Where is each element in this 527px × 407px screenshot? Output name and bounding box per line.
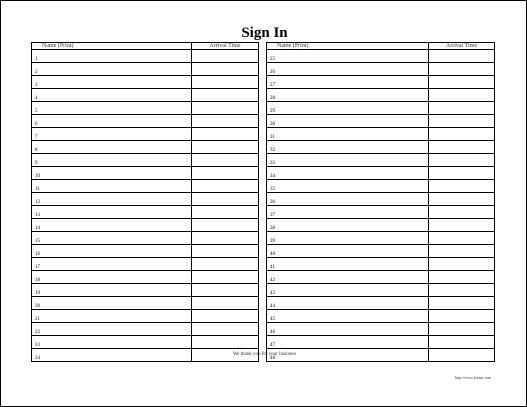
- row-number: 47: [270, 343, 275, 348]
- time-cell[interactable]: [192, 154, 259, 167]
- table-row: [32, 154, 259, 167]
- time-cell[interactable]: [192, 193, 259, 206]
- table-row: [267, 50, 495, 63]
- row-number: 17: [35, 265, 40, 270]
- time-cell[interactable]: [192, 323, 259, 336]
- name-cell[interactable]: [32, 180, 192, 193]
- table-row: [32, 141, 259, 154]
- row-number: 7: [35, 135, 38, 140]
- table-row: [32, 258, 259, 271]
- time-cell[interactable]: [429, 336, 495, 349]
- table-row: [267, 323, 495, 336]
- row-number: 31: [270, 135, 275, 140]
- time-cell[interactable]: [429, 50, 495, 63]
- name-cell[interactable]: [32, 167, 192, 180]
- time-cell[interactable]: [192, 310, 259, 323]
- time-cell[interactable]: [429, 128, 495, 141]
- table-row: [267, 258, 495, 271]
- table-body-right: [267, 50, 495, 362]
- table-row: [32, 323, 259, 336]
- name-cell[interactable]: [32, 219, 192, 232]
- row-number: 43: [270, 291, 275, 296]
- row-number: 15: [35, 239, 40, 244]
- table-row: [32, 76, 259, 89]
- time-cell[interactable]: [429, 271, 495, 284]
- row-number: 19: [35, 291, 40, 296]
- row-number: 37: [270, 213, 275, 218]
- table-row: [32, 284, 259, 297]
- row-number: 28: [270, 96, 275, 101]
- row-number: 30: [270, 122, 275, 127]
- table-row: [267, 336, 495, 349]
- row-number: 21: [35, 317, 40, 322]
- row-number: 46: [270, 330, 275, 335]
- table-row: [32, 115, 259, 128]
- name-column-header: Name (Print): [267, 43, 429, 50]
- name-cell[interactable]: [32, 193, 192, 206]
- row-number: 44: [270, 304, 275, 309]
- row-number: 13: [35, 213, 40, 218]
- row-number: 27: [270, 83, 275, 88]
- time-cell[interactable]: [192, 271, 259, 284]
- table-row: [32, 89, 259, 102]
- table-row: [267, 167, 495, 180]
- name-cell[interactable]: [32, 245, 192, 258]
- name-cell[interactable]: [267, 180, 429, 193]
- time-cell[interactable]: [429, 206, 495, 219]
- name-cell[interactable]: [32, 102, 192, 115]
- name-cell[interactable]: [32, 63, 192, 76]
- name-cell[interactable]: [32, 284, 192, 297]
- name-cell[interactable]: [267, 206, 429, 219]
- name-cell[interactable]: [32, 141, 192, 154]
- row-number: 3: [35, 83, 38, 88]
- row-number: 4: [35, 96, 38, 101]
- row-number: 40: [270, 252, 275, 257]
- name-cell[interactable]: [267, 258, 429, 271]
- row-number: 34: [270, 174, 275, 179]
- table-row: [267, 297, 495, 310]
- row-number: 38: [270, 226, 275, 231]
- table-row: [267, 76, 495, 89]
- name-cell[interactable]: [267, 310, 429, 323]
- table-row: [267, 219, 495, 232]
- name-cell[interactable]: [267, 102, 429, 115]
- table-row: [32, 206, 259, 219]
- table-row: [267, 141, 495, 154]
- table-row: [267, 128, 495, 141]
- name-cell[interactable]: [267, 323, 429, 336]
- row-number: 35: [270, 187, 275, 192]
- table-row: [32, 297, 259, 310]
- name-cell[interactable]: [267, 167, 429, 180]
- name-cell[interactable]: [267, 336, 429, 349]
- name-cell[interactable]: [32, 310, 192, 323]
- row-number: 12: [35, 200, 40, 205]
- row-number: 48: [270, 356, 275, 361]
- row-number: 25: [270, 57, 275, 62]
- row-number: 10: [35, 174, 40, 179]
- time-cell[interactable]: [429, 323, 495, 336]
- time-cell[interactable]: [192, 219, 259, 232]
- name-cell[interactable]: [267, 271, 429, 284]
- time-cell[interactable]: [429, 89, 495, 102]
- name-cell[interactable]: [267, 76, 429, 89]
- time-cell[interactable]: [192, 115, 259, 128]
- time-cell[interactable]: [192, 63, 259, 76]
- table-row: [32, 219, 259, 232]
- table-row: [32, 63, 259, 76]
- time-cell[interactable]: [192, 258, 259, 271]
- time-cell[interactable]: [429, 115, 495, 128]
- row-number: 11: [35, 187, 40, 192]
- time-cell[interactable]: [192, 89, 259, 102]
- time-cell[interactable]: [192, 297, 259, 310]
- name-cell[interactable]: [267, 89, 429, 102]
- name-cell[interactable]: [267, 245, 429, 258]
- thank-you-note: We thank you for your business: [232, 352, 297, 357]
- name-cell[interactable]: [267, 232, 429, 245]
- name-cell[interactable]: [267, 297, 429, 310]
- time-cell[interactable]: [429, 76, 495, 89]
- table-row: [32, 336, 259, 349]
- time-cell[interactable]: [429, 310, 495, 323]
- name-cell[interactable]: [32, 115, 192, 128]
- name-cell[interactable]: [267, 284, 429, 297]
- name-cell[interactable]: [32, 323, 192, 336]
- name-cell[interactable]: [32, 128, 192, 141]
- table-row: [267, 245, 495, 258]
- time-cell[interactable]: [192, 232, 259, 245]
- table-row: [32, 167, 259, 180]
- row-number: 14: [35, 226, 40, 231]
- table-row: [32, 102, 259, 115]
- table-row: [267, 310, 495, 323]
- time-cell[interactable]: [429, 245, 495, 258]
- time-cell[interactable]: [192, 50, 259, 63]
- row-number: 41: [270, 265, 275, 270]
- table-header-row: [32, 43, 259, 50]
- footer-url: http://www.forms.com: [454, 375, 491, 380]
- time-cell[interactable]: [429, 193, 495, 206]
- name-cell[interactable]: [32, 336, 192, 349]
- name-cell[interactable]: [267, 154, 429, 167]
- time-cell[interactable]: [192, 76, 259, 89]
- name-cell[interactable]: [267, 193, 429, 206]
- time-cell[interactable]: [429, 167, 495, 180]
- name-cell[interactable]: [267, 128, 429, 141]
- table-row: [267, 193, 495, 206]
- time-cell[interactable]: [429, 297, 495, 310]
- time-cell[interactable]: [192, 336, 259, 349]
- table-row: [267, 180, 495, 193]
- time-cell[interactable]: [192, 180, 259, 193]
- time-column-header: Arrival Time: [429, 43, 495, 50]
- row-number: 26: [270, 70, 275, 75]
- name-cell[interactable]: [32, 271, 192, 284]
- row-number: 23: [35, 343, 40, 348]
- time-cell[interactable]: [192, 206, 259, 219]
- time-cell[interactable]: [192, 128, 259, 141]
- table-row: [267, 232, 495, 245]
- table-row: [32, 245, 259, 258]
- time-cell[interactable]: [192, 141, 259, 154]
- name-cell[interactable]: [32, 206, 192, 219]
- row-number: 8: [35, 148, 38, 153]
- name-cell[interactable]: [267, 219, 429, 232]
- table-row: [32, 193, 259, 206]
- name-cell[interactable]: [267, 63, 429, 76]
- table-row: [267, 271, 495, 284]
- time-cell[interactable]: [429, 141, 495, 154]
- name-cell[interactable]: [32, 89, 192, 102]
- name-cell[interactable]: [267, 50, 429, 63]
- table-row: [32, 271, 259, 284]
- table-body-left: [32, 50, 259, 362]
- row-number: 6: [35, 122, 38, 127]
- time-cell[interactable]: [192, 102, 259, 115]
- table-row: [32, 128, 259, 141]
- row-number: 5: [35, 109, 38, 114]
- sign-in-table-left: [31, 42, 259, 362]
- name-cell[interactable]: [32, 76, 192, 89]
- row-number: 33: [270, 161, 275, 166]
- time-cell[interactable]: [192, 167, 259, 180]
- row-number: 9: [35, 161, 38, 166]
- name-cell[interactable]: [267, 141, 429, 154]
- row-number: 29: [270, 109, 275, 114]
- table-row: [32, 232, 259, 245]
- table-row: [267, 63, 495, 76]
- name-cell[interactable]: [267, 115, 429, 128]
- table-row: [267, 102, 495, 115]
- table-row: [32, 310, 259, 323]
- table-row: [267, 154, 495, 167]
- time-cell[interactable]: [192, 245, 259, 258]
- row-number: 1: [35, 57, 38, 62]
- name-cell[interactable]: [32, 297, 192, 310]
- time-column-header: Arrival Time: [192, 43, 259, 50]
- row-number: 2: [35, 70, 38, 75]
- name-cell[interactable]: [32, 258, 192, 271]
- time-cell[interactable]: [429, 180, 495, 193]
- row-number: 16: [35, 252, 40, 257]
- table-header-row: [267, 43, 495, 50]
- time-cell[interactable]: [429, 154, 495, 167]
- table-row: [267, 206, 495, 219]
- time-cell[interactable]: [429, 232, 495, 245]
- row-number: 24: [35, 356, 40, 361]
- page-title: Sign In: [241, 25, 288, 41]
- row-number: 20: [35, 304, 40, 309]
- table-row: [267, 115, 495, 128]
- row-number: 42: [270, 278, 275, 283]
- row-number: 45: [270, 317, 275, 322]
- time-cell[interactable]: [429, 258, 495, 271]
- table-row: [267, 89, 495, 102]
- table-row: [267, 284, 495, 297]
- row-number: 32: [270, 148, 275, 153]
- time-cell[interactable]: [429, 102, 495, 115]
- table-row: [32, 180, 259, 193]
- name-column-header: Name (Print): [32, 43, 192, 50]
- row-number: 39: [270, 239, 275, 244]
- table-row: [32, 50, 259, 63]
- name-cell[interactable]: [32, 154, 192, 167]
- name-cell[interactable]: [32, 232, 192, 245]
- time-cell[interactable]: [429, 219, 495, 232]
- row-number: 36: [270, 200, 275, 205]
- time-cell[interactable]: [192, 284, 259, 297]
- row-number: 22: [35, 330, 40, 335]
- time-cell[interactable]: [429, 284, 495, 297]
- sign-in-table-right: [266, 42, 495, 362]
- name-cell[interactable]: [32, 50, 192, 63]
- row-number: 18: [35, 278, 40, 283]
- time-cell[interactable]: [429, 63, 495, 76]
